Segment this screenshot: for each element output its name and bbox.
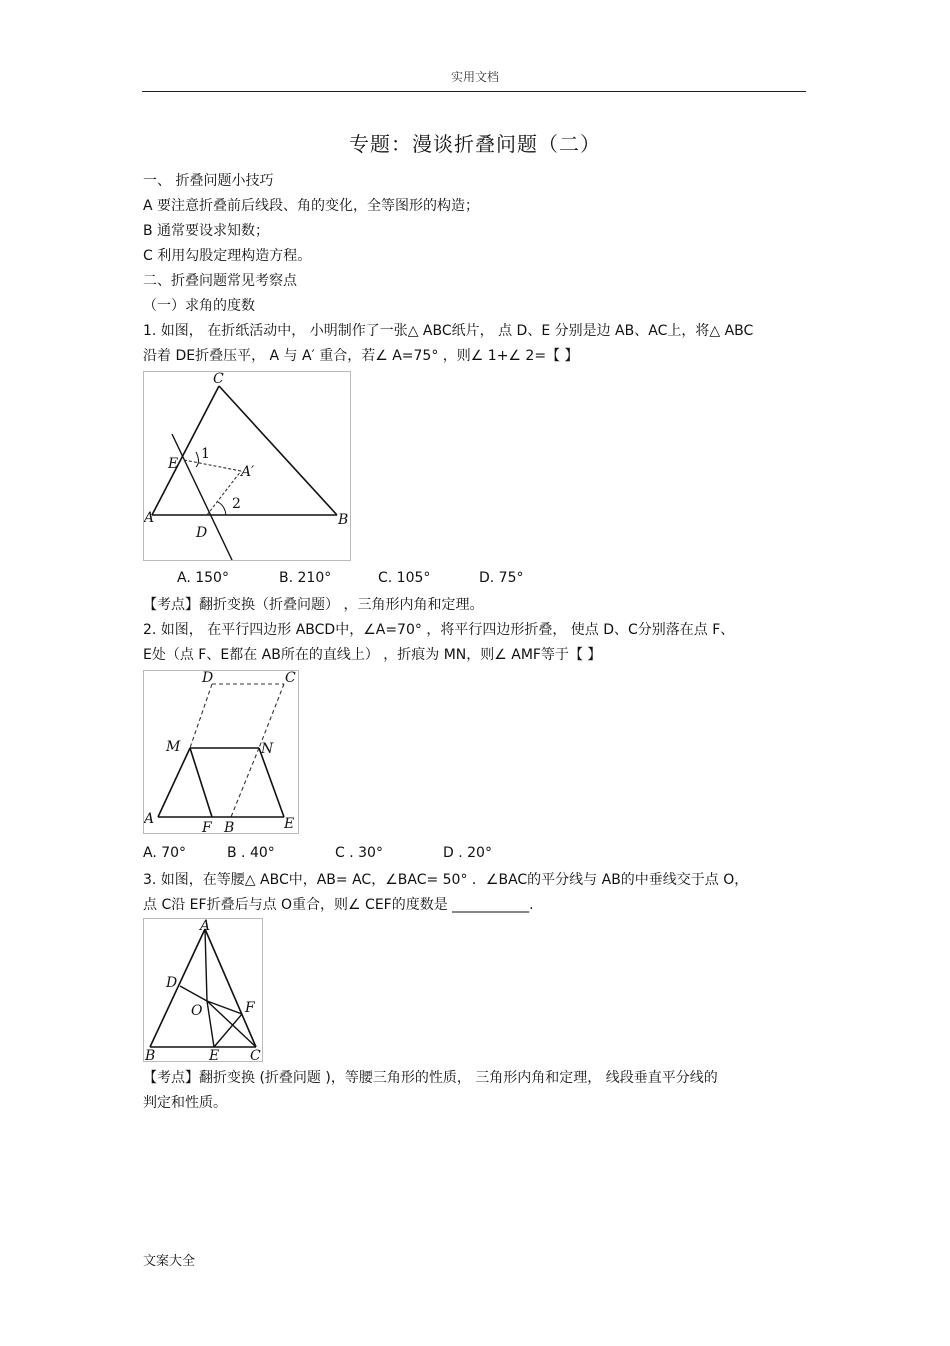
q2-label-c: C <box>285 671 296 686</box>
q2-option-d: D . 20° <box>443 845 492 861</box>
q2-label-f: F <box>202 820 212 833</box>
q1-label-c: C <box>213 372 224 387</box>
q1-kaodian: 【考点】翻折变换（折叠问题） ，三角形内角和定理。 <box>143 597 484 613</box>
q3-label-d: D <box>166 975 178 991</box>
q2-option-c: C . 30° <box>335 845 383 861</box>
q2-label-a: A <box>144 811 155 827</box>
q3-kaodian-line2: 判定和性质。 <box>143 1095 227 1111</box>
q1-label-e: E <box>168 456 179 472</box>
q2-dashed-dm <box>190 684 212 748</box>
q2-side-am <box>158 748 190 817</box>
subsection-heading: （一）求角的度数 <box>143 298 255 314</box>
q2-label-d: D <box>202 671 214 686</box>
q1-label-d: D <box>196 525 208 541</box>
q3-label-f: F <box>245 1000 255 1016</box>
q3-line-do <box>180 986 207 1001</box>
q1-label-1: 1 <box>201 446 210 462</box>
tip-b: B 通常要设求知数； <box>143 223 270 239</box>
q3-label-a: A <box>200 919 211 934</box>
q1-label-aprime: A′ <box>241 464 255 480</box>
q1-option-b: B. 210° <box>279 570 332 586</box>
q3-label-b: B <box>145 1048 156 1061</box>
page-header: 实用文档 <box>450 70 499 84</box>
q3-label-e: E <box>209 1048 220 1061</box>
q2-text-line1: 2. 如图， 在平行四边形 ABCD中，∠A=70° ，将平行四边形折叠， 使点 D、C分别落在点 F、 <box>143 622 735 638</box>
q3-label-c: C <box>250 1048 261 1061</box>
q1-angle2-arc <box>218 502 226 515</box>
q2-label-n: N <box>261 741 274 757</box>
q3-bisector-ao <box>205 929 207 1001</box>
q2-side-mf <box>190 748 212 817</box>
q3-kaodian-line1: 【考点】翻折变换 (折叠问题 )，等腰三角形的性质， 三角形内角和定理， 线段垂直平分线的 <box>143 1070 718 1086</box>
q2-label-m: M <box>166 739 181 755</box>
q3-side-ac <box>205 929 256 1047</box>
q3-figure <box>143 918 263 1062</box>
q1-label-b: B <box>338 512 349 528</box>
q2-dashed-cn <box>259 684 284 748</box>
q2-label-b: B <box>224 820 235 833</box>
q1-label-2: 2 <box>232 496 241 512</box>
q1-figure <box>143 371 351 561</box>
page-title: 专题：漫谈折叠问题（二） <box>349 132 601 156</box>
q1-option-a: A. 150° <box>177 570 229 586</box>
q1-text-line2: 沿着 DE折叠压平， A 与 A′ 重合，若∠ A=75° ，则∠ 1+∠ 2=【 】 <box>143 348 579 364</box>
q1-option-d: D. 75° <box>479 570 524 586</box>
q3-text-line2: 点 C沿 EF折叠后与点 O重合，则∠ CEF的度数是 ___________. <box>143 897 534 913</box>
q3-label-o: O <box>191 1003 203 1019</box>
q1-option-c: C. 105° <box>378 570 431 586</box>
q2-dashed-nb <box>231 748 259 817</box>
q2-option-a: A. 70° <box>143 845 187 861</box>
tip-a: A 要注意折叠前后线段、角的变化，全等图形的构造； <box>143 198 480 214</box>
q1-text-line1: 1. 如图， 在折纸活动中， 小明制作了一张△ ABC纸片， 点 D、E 分别是边 AB、AC上，将△ ABC <box>143 323 754 339</box>
tip-c: C 利用勾股定理构造方程。 <box>143 248 312 264</box>
q2-option-b: B . 40° <box>227 845 275 861</box>
q1-dashed-ea <box>184 460 241 471</box>
q2-label-e: E <box>284 816 295 832</box>
q2-figure <box>143 670 299 834</box>
q3-line-oe <box>207 1001 214 1047</box>
q2-side-ne <box>259 748 284 817</box>
q1-angle1-arc <box>196 452 199 467</box>
page-footer: 文案大全 <box>143 1254 196 1269</box>
section-heading-2: 二、折叠问题常见考察点 <box>143 273 297 289</box>
q2-text-line2: E处（点 F、E都在 AB所在的直线上） ，折痕为 MN，则∠ AMF等于【 】 <box>143 647 602 663</box>
section-heading-1: 一、 折叠问题小技巧 <box>143 173 274 189</box>
header-divider <box>142 91 806 92</box>
q1-label-a: A <box>144 510 155 526</box>
q3-side-ab <box>150 929 205 1047</box>
q3-text-line1: 3. 如图，在等腰△ ABC中，AB= AC，∠BAC= 50° ．∠BAC的平分线与 AB的中垂线交于点 O， <box>143 872 749 888</box>
